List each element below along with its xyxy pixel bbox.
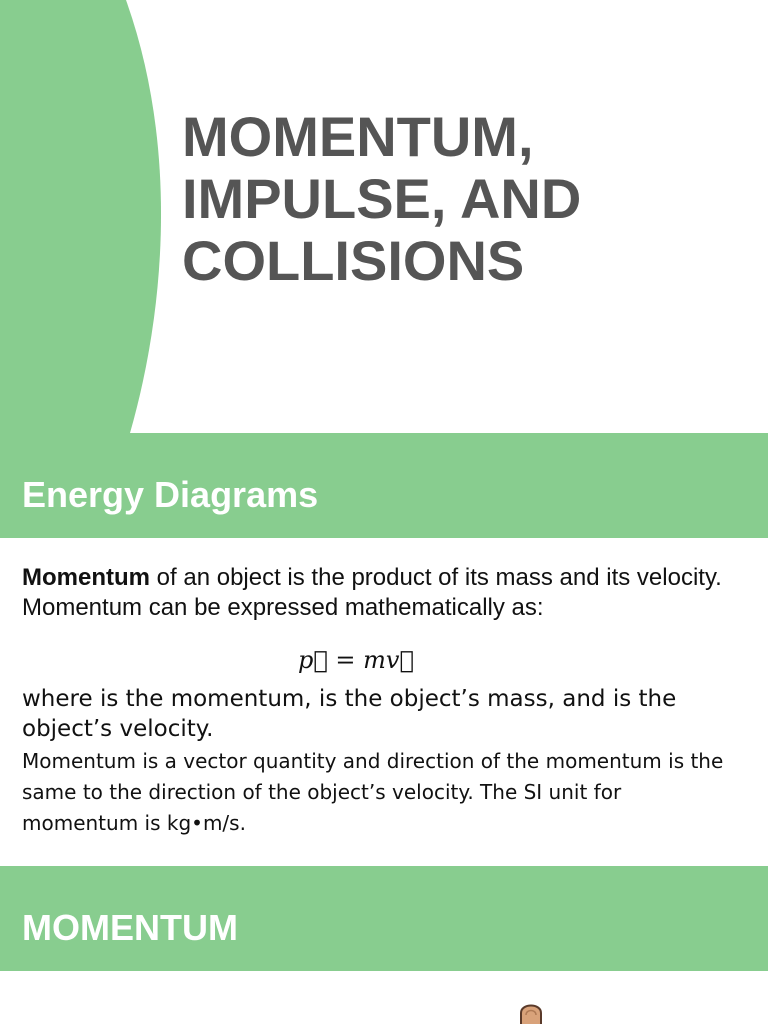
slide-title — [182, 106, 742, 292]
title-line-1: MOMENTUM, — [182, 105, 534, 168]
title-slide — [0, 0, 768, 433]
momentum-formula: p⃗ = mv⃗ — [298, 646, 414, 674]
next-slide-preview — [0, 971, 768, 1024]
definition-paragraph — [22, 563, 722, 623]
section-heading-momentum: MOMENTUM — [22, 907, 238, 948]
green-curve-decoration — [0, 0, 170, 433]
momentum-definition-content — [0, 538, 768, 866]
momentum-term: Momentum — [22, 564, 150, 591]
where-paragraph: where is the momentum, is the object’s mass, and is the object’s velocity. — [22, 686, 677, 742]
section-header-energy-diagrams — [0, 433, 768, 538]
section-heading: Energy Diagrams — [22, 474, 319, 515]
vector-paragraph: Momentum is a vector quantity and direction of the momentum is the same to the direction of the object’s velocity. The SI unit for momentum is kg•m/s. — [22, 749, 724, 835]
definition-text: of an object is the product of its mass and its velocity. Momentum can be expressed mathematically as: — [22, 564, 722, 621]
title-line-2: IMPULSE, AND — [182, 167, 582, 230]
finger-illustration-icon — [518, 1001, 544, 1024]
section-header-momentum — [0, 866, 768, 971]
title-line-3: COLLISIONS — [182, 229, 525, 292]
